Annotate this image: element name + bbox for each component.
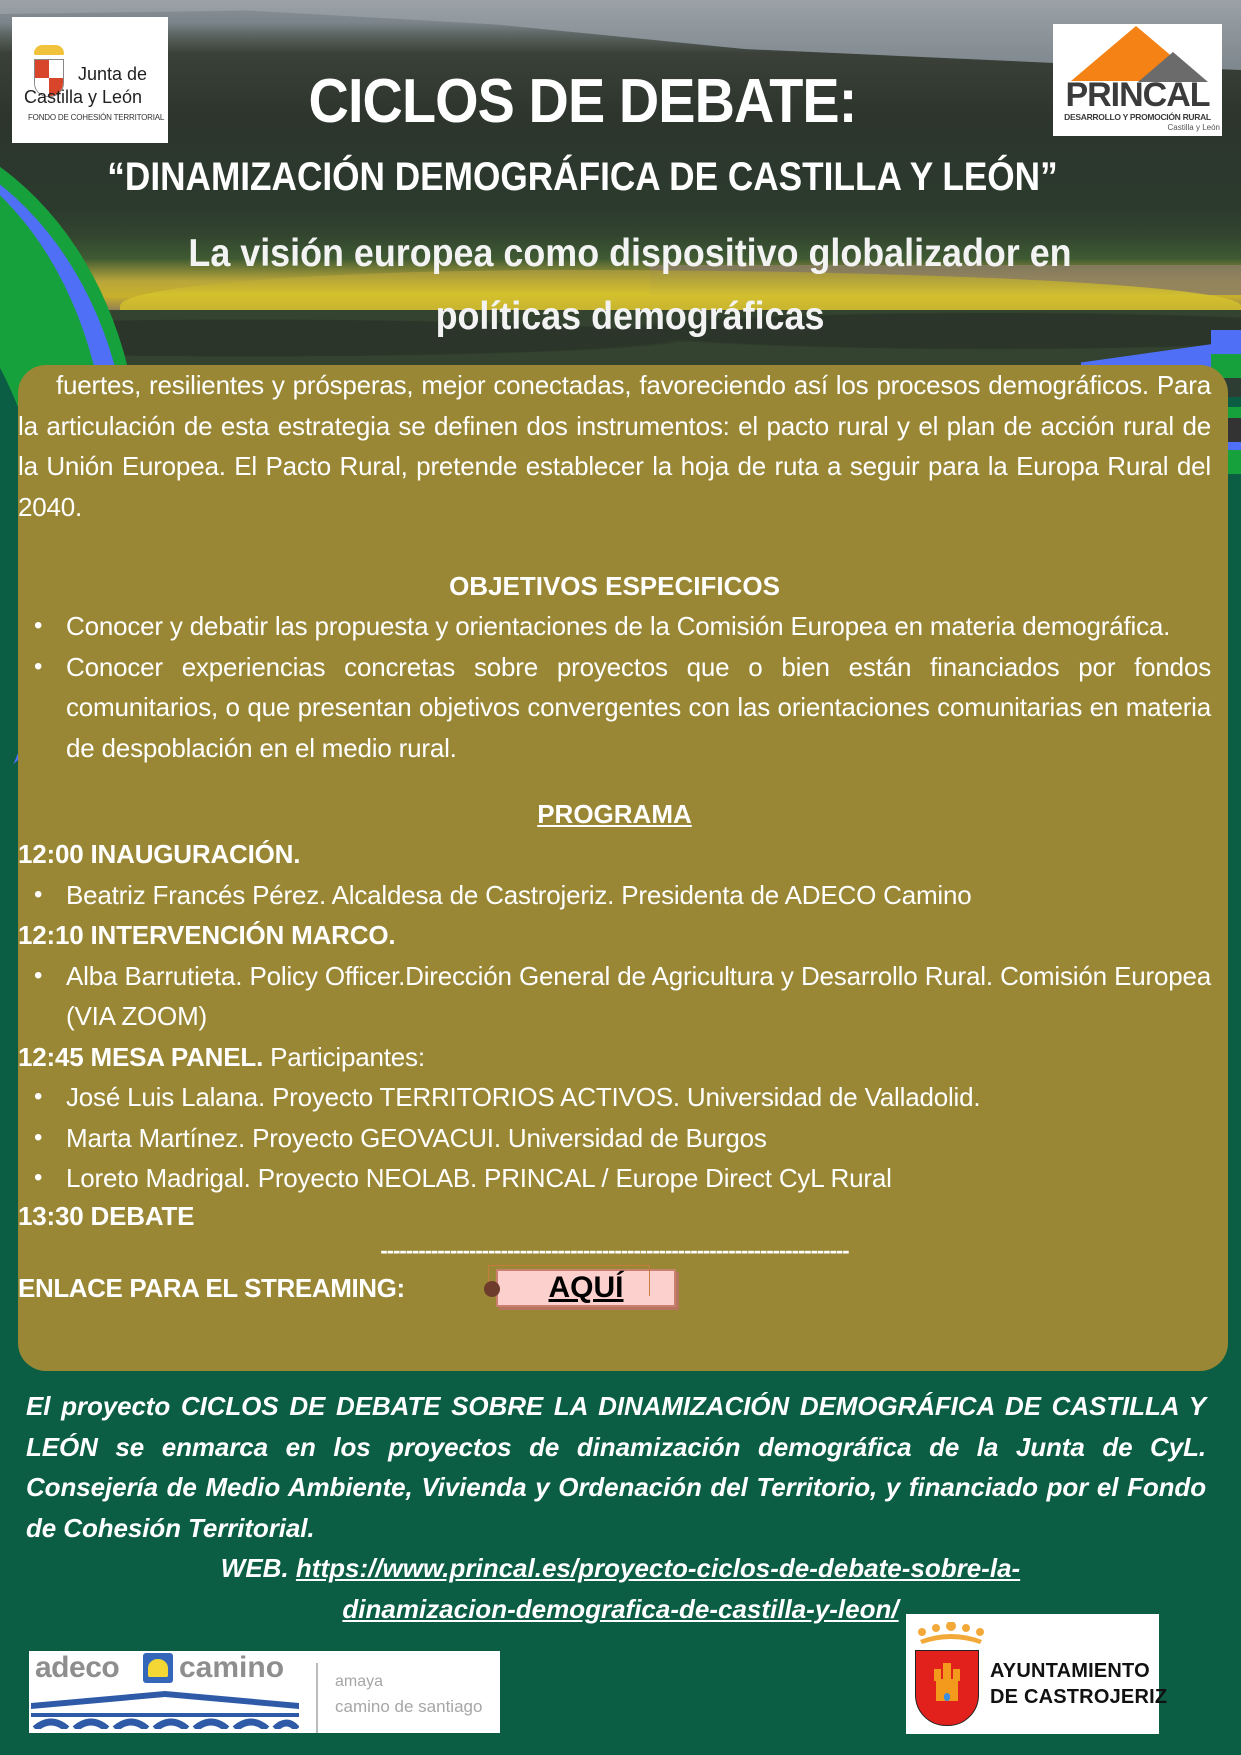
program-slot-title: 12:10 INTERVENCIÓN MARCO.: [18, 920, 396, 950]
slot-time-title: 12:45 MESA PANEL.: [18, 1041, 264, 1072]
objectives-heading: OBJETIVOS ESPECIFICOS: [449, 571, 780, 601]
vision-line: La visión europea como dispositivo globalizador en: [188, 232, 1072, 275]
logo-text: AYUNTAMIENTO: [990, 1660, 1150, 1682]
castle-icon: [934, 1663, 960, 1703]
list-item: • Beatriz Francés Pérez. Alcaldesa de Castrojeriz. Presidenta de ADECO Camino: [66, 875, 1211, 916]
logo-text: PRINCAL: [1065, 76, 1210, 114]
slot-extra: Participantes:: [263, 1041, 425, 1072]
list-item: • Marta Martínez. Proyecto GEOVACUI. Universidad de Burgos: [66, 1118, 1211, 1159]
scallop-shell-icon: [143, 1653, 173, 1683]
logo-text: Castilla y León: [24, 87, 143, 107]
intro-text: fuertes, resilientes y prósperas, mejor conectadas, favoreciendo así los procesos demográficos. Para la articulación de esta estrategia se definen dos instrumentos: el pacto rural y el plan de acción rural de la Unión Europea. El Pacto Rural, pretende establecer la hoja de ruta a seguir para la Europa Rural del 2040.: [18, 370, 1211, 522]
logo-subtext: DESARROLLO Y PROMOCIÓN RURAL: [1064, 112, 1211, 122]
logo-text: adeco: [35, 1651, 120, 1684]
list-item: • Alba Barrutieta. Policy Officer.Dirección General de Agricultura y Desarrollo Rural. Comisión Europea (VIA ZOOM): [66, 956, 1211, 1037]
logo-subtext: amaya: [335, 1673, 384, 1690]
logo-subtext: Castilla y León: [1167, 123, 1220, 132]
logo-subtext: camino de santiago: [335, 1697, 483, 1716]
program-slot-list: [18, 956, 1211, 1037]
crown-icon: [916, 1622, 986, 1644]
streaming-link-label: AQUÍ: [548, 1270, 624, 1304]
content-inner: [18, 365, 1211, 1317]
crown-icon: [34, 45, 64, 55]
divider: --------------------------------------------------------------------------: [380, 1237, 849, 1263]
program-heading: PROGRAMA: [537, 799, 692, 829]
list-item: • José Luis Lalana. Proyecto TERRITORIOS ACTIVOS. Universidad de Valladolid.: [66, 1077, 1211, 1118]
logo-subtext: FONDO DE COHESIÓN TERRITORIAL: [28, 113, 165, 122]
intro-paragraph: [18, 365, 1211, 527]
program-slot-title: 13:30 DEBATE: [18, 1200, 195, 1231]
vision-line: políticas demográficas: [435, 295, 825, 338]
bridge-icon: [31, 1689, 299, 1729]
logo-text: camino: [179, 1651, 285, 1684]
content-card: [18, 365, 1228, 1371]
web-link[interactable]: https://www.princal.es/proyecto-ciclos-de-debate-sobre-la-dinamizacion-demografica-de-castilla-y-leon/: [295, 1553, 1021, 1624]
bullet-dot-icon: [484, 1281, 500, 1297]
program-slot-list: [18, 1077, 1211, 1199]
list-item: • Conocer experiencias concretas sobre proyectos que o bien están financiados por fondos comunitarios, o que presentan objetivos convergentes con las orientaciones comunitarias en materia de despoblación en el medio rural.: [66, 647, 1211, 769]
program-slot-list: [18, 875, 1211, 916]
streaming-link-button[interactable]: [496, 1269, 676, 1307]
vision-heading: [106, 222, 1155, 348]
page-subtitle: “DINAMIZACIÓN DEMOGRÁFICA DE CASTILLA Y LEÓN”: [107, 155, 1058, 199]
streaming-row: [18, 1263, 1211, 1317]
page-title: CICLOS DE DEBATE:: [308, 67, 857, 136]
program-slot-title: [18, 1037, 1211, 1078]
logo-ayuntamiento-castrojeriz: [906, 1614, 1168, 1734]
list-item: • Loreto Madrigal. Proyecto NEOLAB. PRINCAL / Europe Direct CyL Rural: [66, 1158, 1211, 1199]
footer-paragraph: El proyecto CICLOS DE DEBATE SOBRE LA DINAMIZACIÓN DEMOGRÁFICA DE CASTILLA Y LEÓN se enmarca en los proyectos de dinamización demográfica de la Junta de CyL. Consejería de Medio Ambiente, Vivienda y Ordenación del Territorio, y financiado por el Fondo de Cohesión Territorial.: [26, 1391, 1206, 1543]
web-prefix: WEB.: [220, 1553, 296, 1583]
streaming-label: ENLACE PARA EL STREAMING:: [18, 1272, 405, 1303]
program-slot-title: 12:00 INAUGURACIÓN.: [18, 839, 301, 869]
objectives-list: [18, 606, 1211, 768]
logo-adeco-camino: [29, 1651, 500, 1733]
logo-separator: [316, 1663, 318, 1733]
logo-text: DE CASTROJERIZ: [990, 1686, 1168, 1708]
logo-text: Junta de: [78, 64, 148, 84]
coat-of-arms-icon: [915, 1650, 979, 1726]
list-item: • Conocer y debatir las propuesta y orientaciones de la Comisión Europea en materia demográfica.: [66, 606, 1211, 647]
